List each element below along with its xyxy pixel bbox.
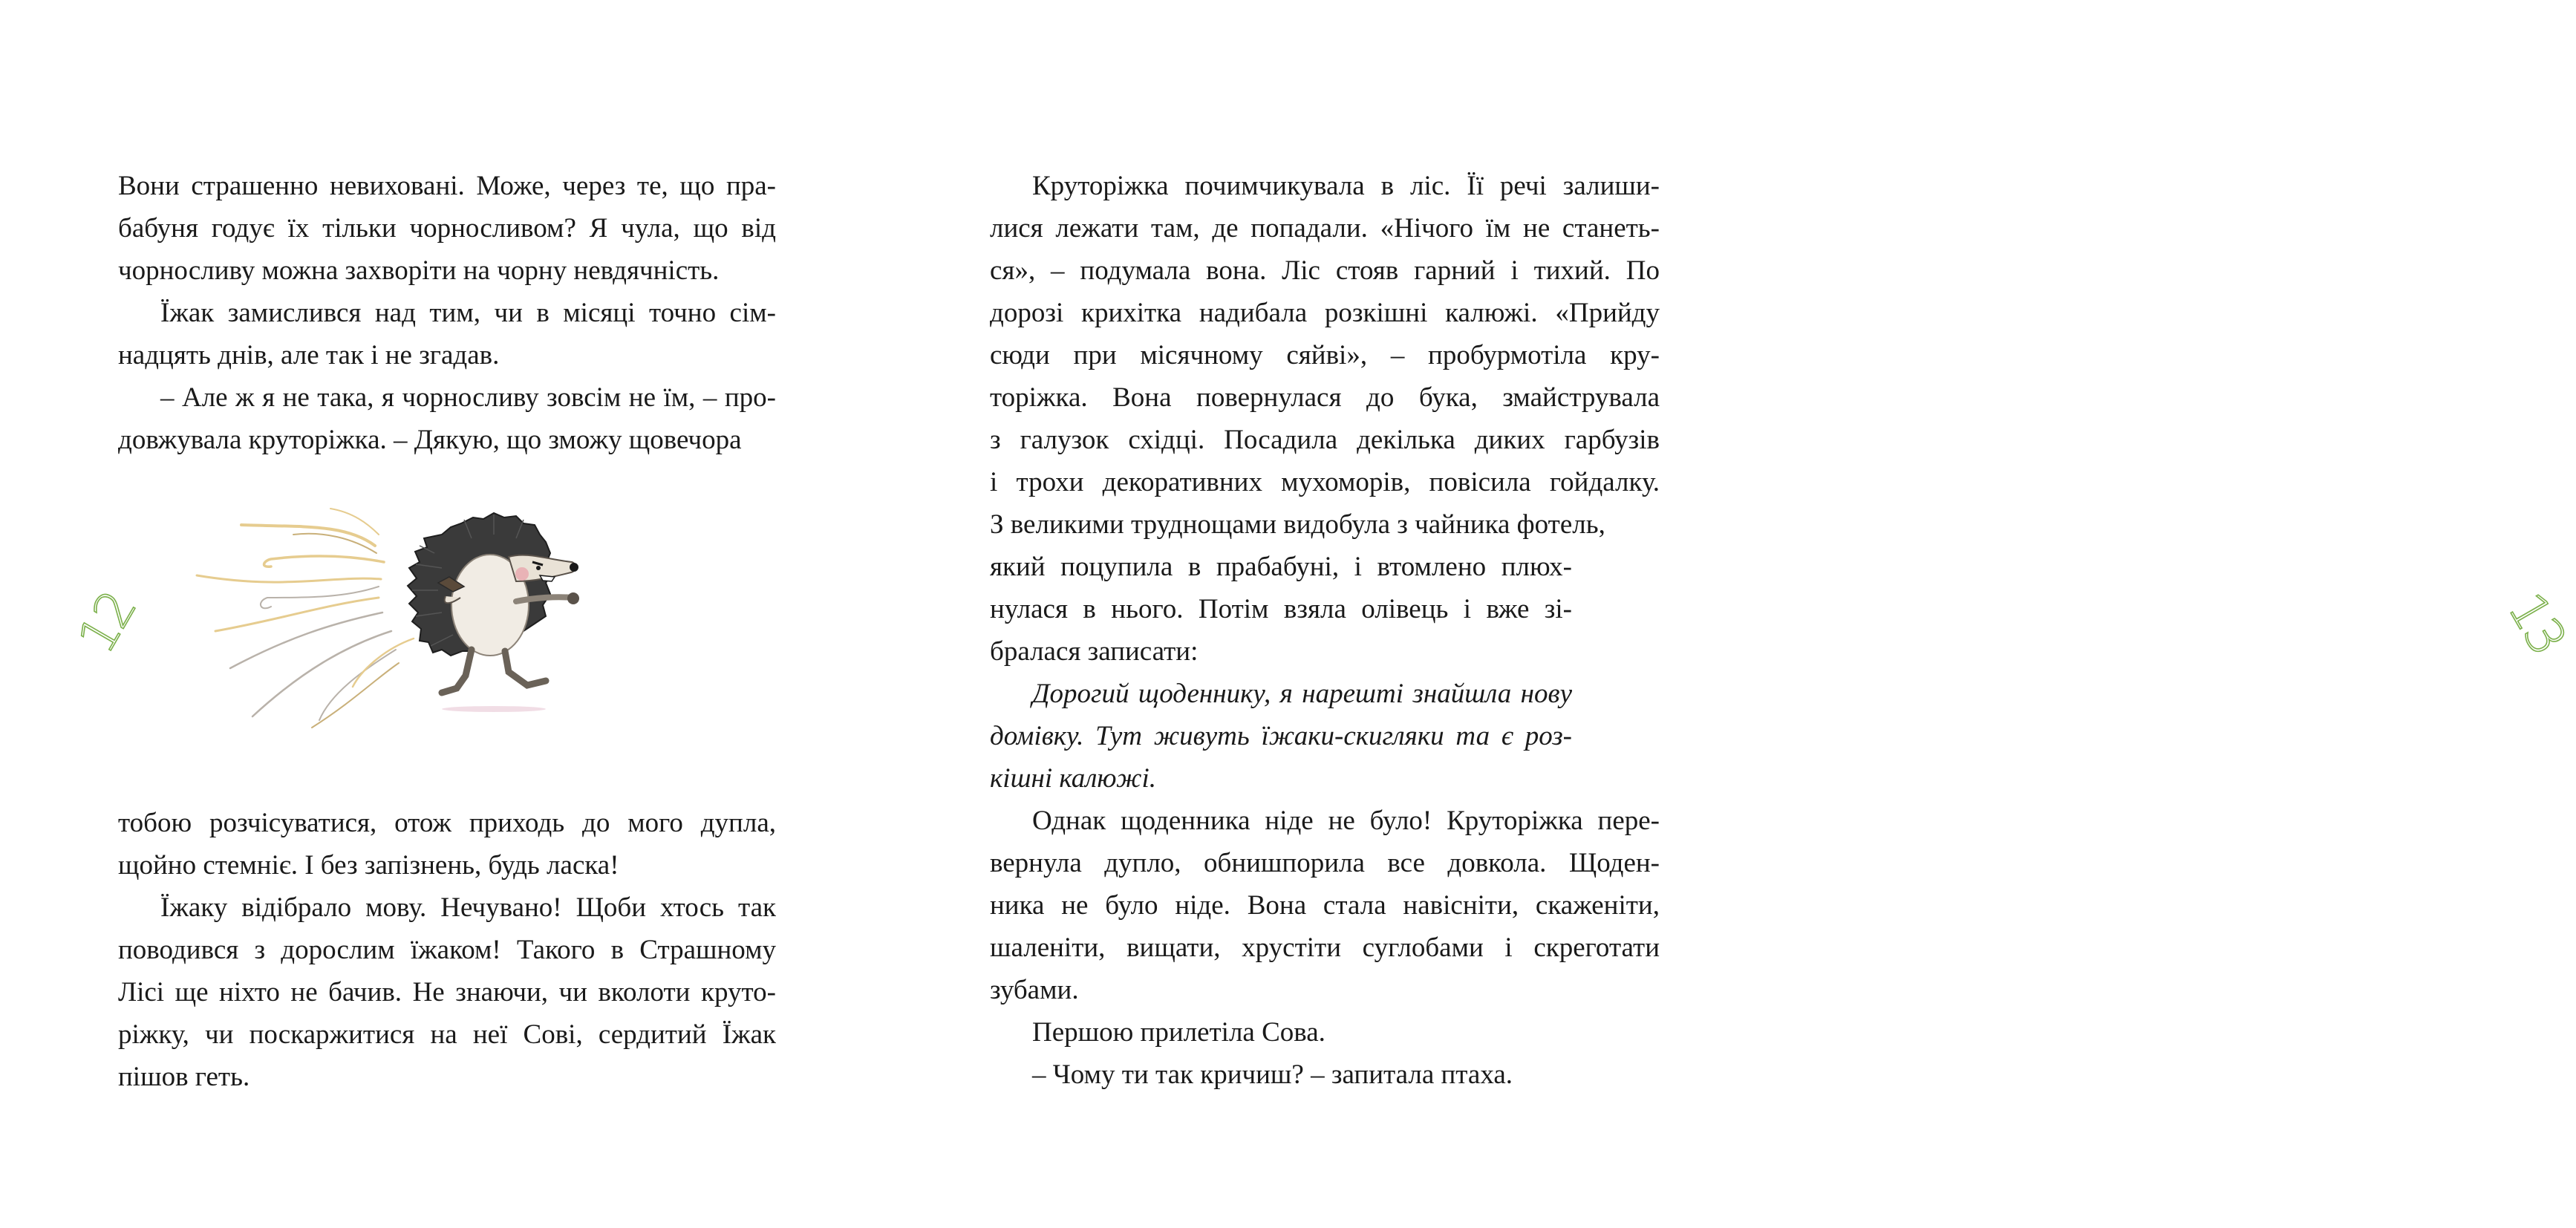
text-line: Лісі ще ніхто не бачив. Не знаючи, чи вколоти круто- xyxy=(118,977,776,1007)
text-line: шаленіти, вищати, хрустіти суглобами і скреготати xyxy=(990,933,1660,963)
text-line: бралася записати: xyxy=(990,636,1199,667)
text-line: Дорогий щоденнику, я нарешті знайшла нову xyxy=(1032,679,1572,709)
text-line: ника не було ніде. Вона стала навісніти, скаженіти, xyxy=(990,890,1660,921)
text-line: Круторіжка почимчикувала в ліс. Її речі залиши- xyxy=(1032,171,1660,201)
right-page xyxy=(877,0,2576,1228)
text-line: надцять днів, але так і не згадав. xyxy=(118,340,500,370)
paragraph xyxy=(990,1011,1660,1054)
text-line: вернула дупло, обнишпорила все довкола. Щоден- xyxy=(990,848,1660,878)
hedgehog-fist xyxy=(567,592,579,604)
text-line: поводився з дорослим їжаком! Такого в Страшному xyxy=(118,935,776,965)
text-line: чорносливу можна захворіти на чорну невдячність. xyxy=(118,255,720,286)
paragraph xyxy=(118,292,776,376)
text-line: Вони страшенно невиховані. Може, через те, що пра- xyxy=(118,171,776,201)
text-line: і трохи декоративних мухоморів, повісила гойдалку. xyxy=(990,467,1660,497)
ground-shadow xyxy=(442,706,546,712)
text-line: лися лежати там, де попадали. «Нічого їм не станеть- xyxy=(990,213,1660,244)
hedgehog-leg-back xyxy=(442,650,472,693)
text-line: зубами. xyxy=(990,975,1079,1005)
text-line: дорозі крихітка надибала розкішні калюжі. «Прийду xyxy=(990,298,1660,328)
wind-streaks xyxy=(197,509,414,728)
text-line: торіжка. Вона повернулася до бука, змайструвала xyxy=(990,382,1660,413)
text-line: пішов геть. xyxy=(118,1062,250,1092)
text-line: – Але ж я не така, я чорносливу зовсім не їм, – про- xyxy=(160,382,776,413)
text-line: Першою прилетіла Сова. xyxy=(1032,1017,1326,1048)
text-line: Їжак замислився над тим, чи в місяці точно сім- xyxy=(160,298,776,328)
text-line: бабуня годує їх тільки чорносливом? Я чула, що від xyxy=(118,213,776,244)
text-line: Однак щоденника ніде не було! Круторіжка пере- xyxy=(1032,806,1660,836)
paragraph xyxy=(118,802,776,886)
text-line: ся», – подумала вона. Ліс стояв гарний і тихий. По xyxy=(990,255,1660,286)
page-number-right: 13 xyxy=(2496,583,2576,664)
paragraph xyxy=(990,546,1572,673)
left-page xyxy=(0,0,877,1228)
text-line: ріжку, чи поскаржитися на неї Сові, сердитий Їжак xyxy=(118,1019,776,1050)
text-line: з галузок східці. Посадила декілька диких гарбузів xyxy=(990,425,1660,455)
text-line: домівку. Тут живуть їжаки-скигляки та є роз- xyxy=(990,721,1572,751)
text-line: довжувала круторіжка. – Дякую, що зможу щовечора xyxy=(118,425,742,455)
hedgehog-leg-front xyxy=(505,651,546,685)
text-line: З великими труднощами видобула з чайника фотель, xyxy=(990,509,1605,540)
running-hedgehog-icon xyxy=(197,509,579,728)
text-line: Їжаку відібрало мову. Нечувано! Щоби хтось так xyxy=(160,892,776,923)
paragraph xyxy=(118,886,776,1098)
text-line: тобою розчісуватися, отож приходь до мого дупла, xyxy=(118,808,776,838)
text-line: нулася в нього. Потім взяла олівець і вже зі- xyxy=(990,594,1572,624)
hedgehog-cheek xyxy=(515,567,529,581)
diary-entry xyxy=(990,673,1572,800)
text-line: – Чому ти так кричиш? – запитала птаха. xyxy=(1032,1059,1513,1090)
paragraph xyxy=(990,165,1660,546)
hedgehog-nose xyxy=(570,563,578,572)
text-line: сюди при місячному сяйві», – пробурмотіла кру- xyxy=(990,340,1660,370)
text-line: який поцупила в прабабуні, і втомлено плюх- xyxy=(990,552,1572,582)
paragraph xyxy=(118,376,776,461)
hedgehog-illustration xyxy=(197,494,791,754)
text-line: щойно стемніє. І без запізнень, будь ласка! xyxy=(118,850,619,881)
paragraph xyxy=(990,800,1660,1011)
paragraph xyxy=(990,1054,1660,1096)
paragraph xyxy=(118,165,776,292)
page-number-left: 12 xyxy=(67,583,148,664)
text-line: кішні калюжі. xyxy=(990,763,1156,794)
left-page-bottom-text xyxy=(118,802,776,1098)
right-page-text xyxy=(990,165,1660,1096)
hedgehog-eye xyxy=(536,566,541,570)
left-page-top-text xyxy=(118,165,776,461)
